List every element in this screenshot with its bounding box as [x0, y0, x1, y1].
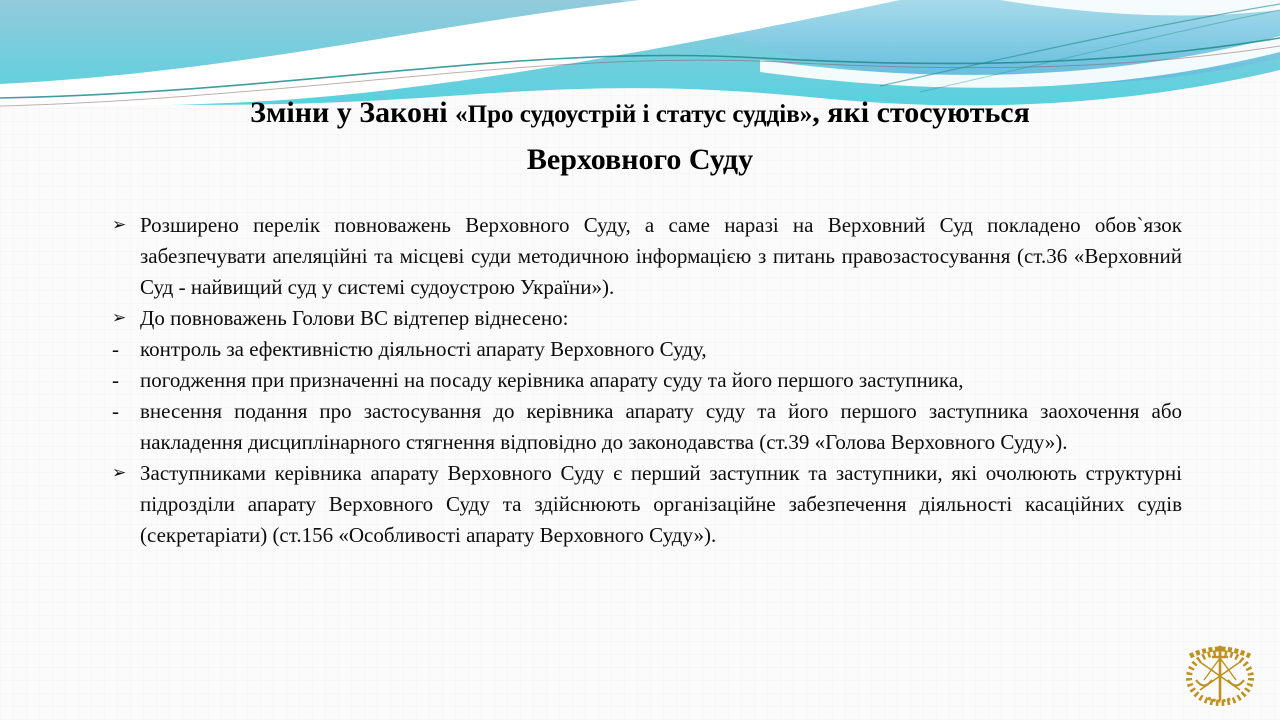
bullet-text: внесення подання про застосування до керівника апарату суду та його першого заступника заохочення або накладення дисциплінарного стягнення відповідно до законодавства (ст.39 «Голова Верховного Суду»). — [140, 399, 1182, 454]
list-item — [112, 365, 1182, 396]
title-segment-3: , які стосуються — [812, 96, 1030, 129]
title-segment-1: Зміни у Законі — [250, 96, 456, 129]
bullet-list — [112, 210, 1182, 551]
title-segment-2: «Про судоустрій і статус суддів» — [455, 101, 813, 128]
arrow-bullet-marker: ➢ — [112, 463, 127, 483]
title-line-2: Верховного Суду — [526, 143, 754, 176]
judiciary-emblem — [1178, 642, 1262, 708]
arrow-bullet-marker: ➢ — [112, 215, 127, 235]
bullet-text: Заступниками керівника апарату Верховного Суду є перший заступник та заступники, які очолюють структурні підрозділи апарату Верховного Суду та здійснюють організаційне забезпечення діяльності касаційних судів (секретаріати) (ст.156 «Особливості апарату Верховного Суду»). — [140, 461, 1182, 547]
list-item — [112, 334, 1182, 365]
list-item — [112, 396, 1182, 458]
list-item — [112, 303, 1182, 334]
dash-bullet-marker: - — [112, 368, 119, 392]
dash-bullet-marker: - — [112, 337, 119, 361]
bullet-text: контроль за ефективністю діяльності апарату Верховного Суду, — [140, 337, 707, 361]
bullet-text: До повноважень Голови ВС відтепер віднесено: — [140, 306, 569, 330]
list-item — [112, 458, 1182, 551]
dash-bullet-marker: - — [112, 399, 119, 423]
bullet-text: Розширено перелік повноважень Верховного Суду, а саме наразі на Верховний Суд покладено обов`язок забезпечувати апеляційні та місцеві суди методичною інформацією з питань правозастосування (ст.36 «Верховний Суд - найвищий суд у системі судоустрою України»). — [140, 213, 1182, 299]
bullet-text: погодження при призначенні на посаду керівника апарату суду та його першого заступника, — [140, 368, 964, 392]
list-item — [112, 210, 1182, 303]
title-line-1 — [90, 92, 1190, 139]
slide-title — [90, 92, 1190, 181]
arrow-bullet-marker: ➢ — [112, 308, 127, 328]
